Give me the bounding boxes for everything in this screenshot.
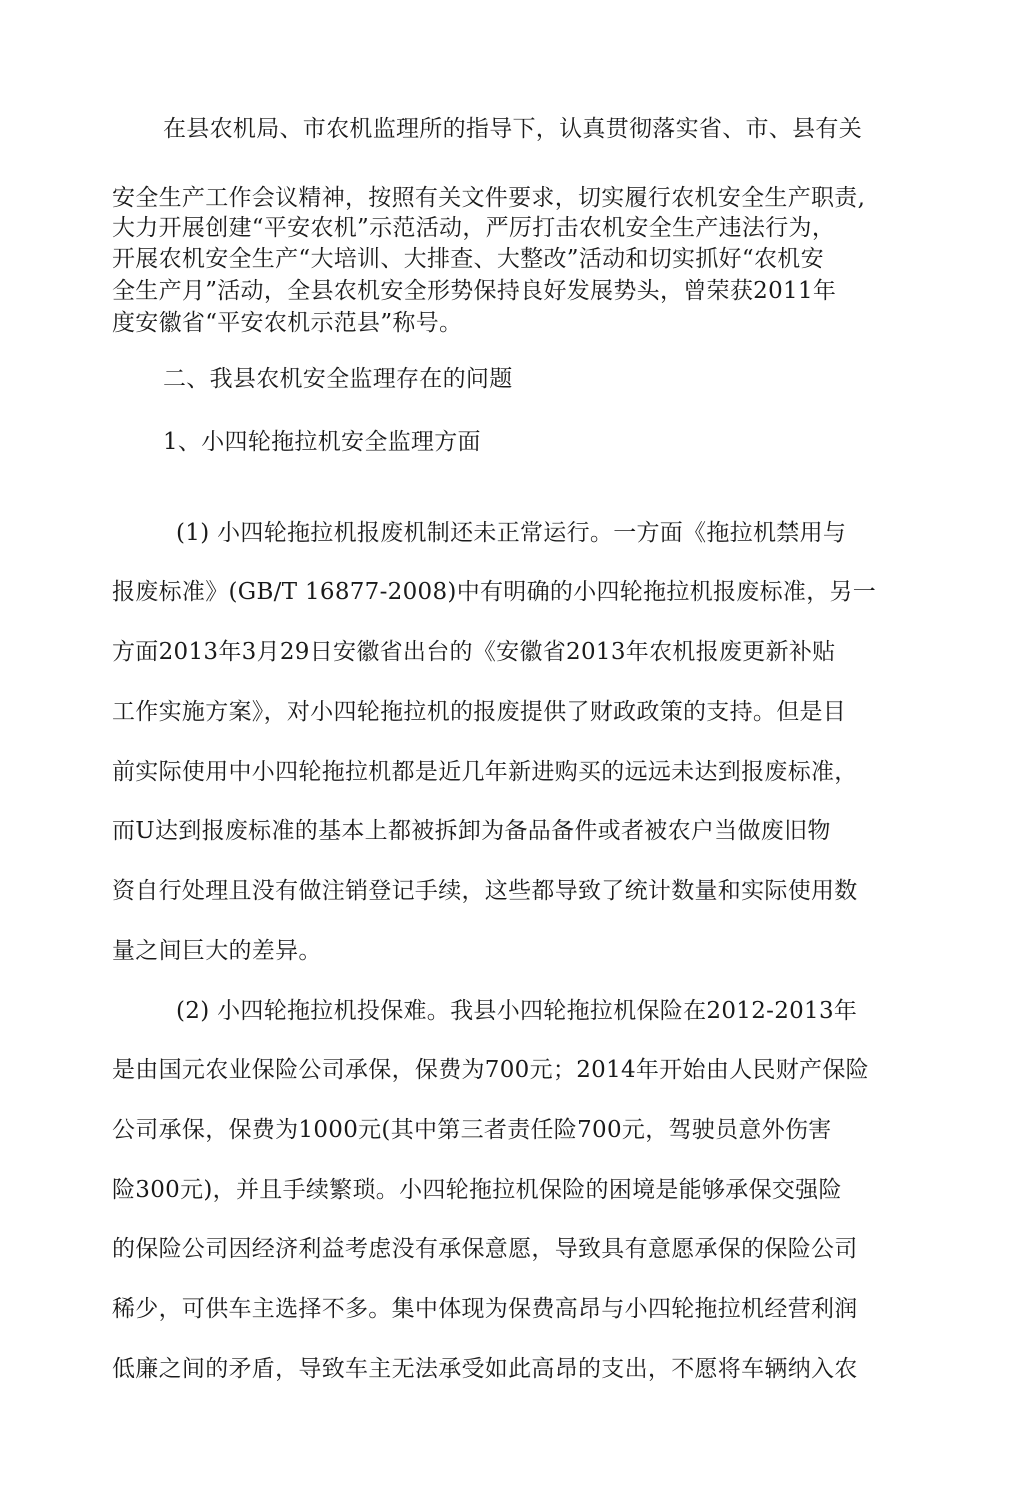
paragraph-line: 险300元)，并且手续繁琐。小四轮拖拉机保险的困境是能够承保交强险 [112, 1177, 842, 1203]
paragraph-line: 方面2013年3月29日安徽省出台的《安徽省2013年农机报废更新补贴 [112, 639, 836, 665]
paragraph-line: (1) 小四轮拖拉机报废机制还未正常运行。一方面《拖拉机禁用与 [176, 520, 847, 546]
paragraph-line: (2) 小四轮拖拉机投保难。我县小四轮拖拉机保险在2012-2013年 [176, 998, 858, 1024]
paragraph-line: 公司承保，保费为1000元(其中第三者责任险700元，驾驶员意外伤害 [112, 1117, 832, 1143]
paragraph-line: 而U达到报废标准的基本上都被拆卸为备品备件或者被农户当做废旧物 [112, 818, 831, 844]
paragraph-line: 量之间巨大的差异。 [112, 938, 322, 964]
paragraph-line: 安全生产工作会议精神，按照有关文件要求，切实履行农机安全生产职责, [112, 185, 866, 211]
paragraph-line: 的保险公司因经济利益考虑没有承保意愿，导致具有意愿承保的保险公司 [112, 1236, 858, 1262]
paragraph-line: 全生产月”活动，全县农机安全形势保持良好发展势头，曾荣获2011年 [112, 278, 837, 304]
paragraph-line: 稀少，可供车主选择不多。集中体现为保费高昂与小四轮拖拉机经营利润 [112, 1296, 858, 1322]
paragraph-line: 工作实施方案》，对小四轮拖拉机的报废提供了财政政策的支持。但是目 [112, 699, 847, 725]
paragraph-line: 开展农机安全生产“大培训、大排查、大整改”活动和切实抓好“农机安 [112, 246, 824, 272]
subsection-heading: 1、小四轮拖拉机安全监理方面 [163, 429, 481, 455]
paragraph-line: 低廉之间的矛盾，导致车主无法承受如此高昂的支出，不愿将车辆纳入农 [112, 1356, 858, 1382]
paragraph-line: 度安徽省“平安农机示范县”称号。 [112, 310, 463, 336]
paragraph-line: 资自行处理且没有做注销登记手续，这些都导致了统计数量和实际使用数 [112, 878, 858, 904]
paragraph-line: 大力开展创建“平安农机”示范活动，严厉打击农机安全生产违法行为， [112, 215, 836, 241]
section-heading: 二、我县农机安全监理存在的问题 [163, 366, 513, 392]
paragraph-line: 是由国元农业保险公司承保，保费为700元；2014年开始由人民财产保险 [112, 1057, 869, 1083]
paragraph-line: 在县农机局、市农机监理所的指导下，认真贯彻落实省、市、县有关 [163, 116, 862, 142]
paragraph-line: 报废标准》(GB/T 16877-2008)中有明确的小四轮拖拉机报废标准，另一 [112, 579, 877, 605]
paragraph-line: 前实际使用中小四轮拖拉机都是近几年新进购买的远远未达到报废标准， [112, 759, 858, 785]
